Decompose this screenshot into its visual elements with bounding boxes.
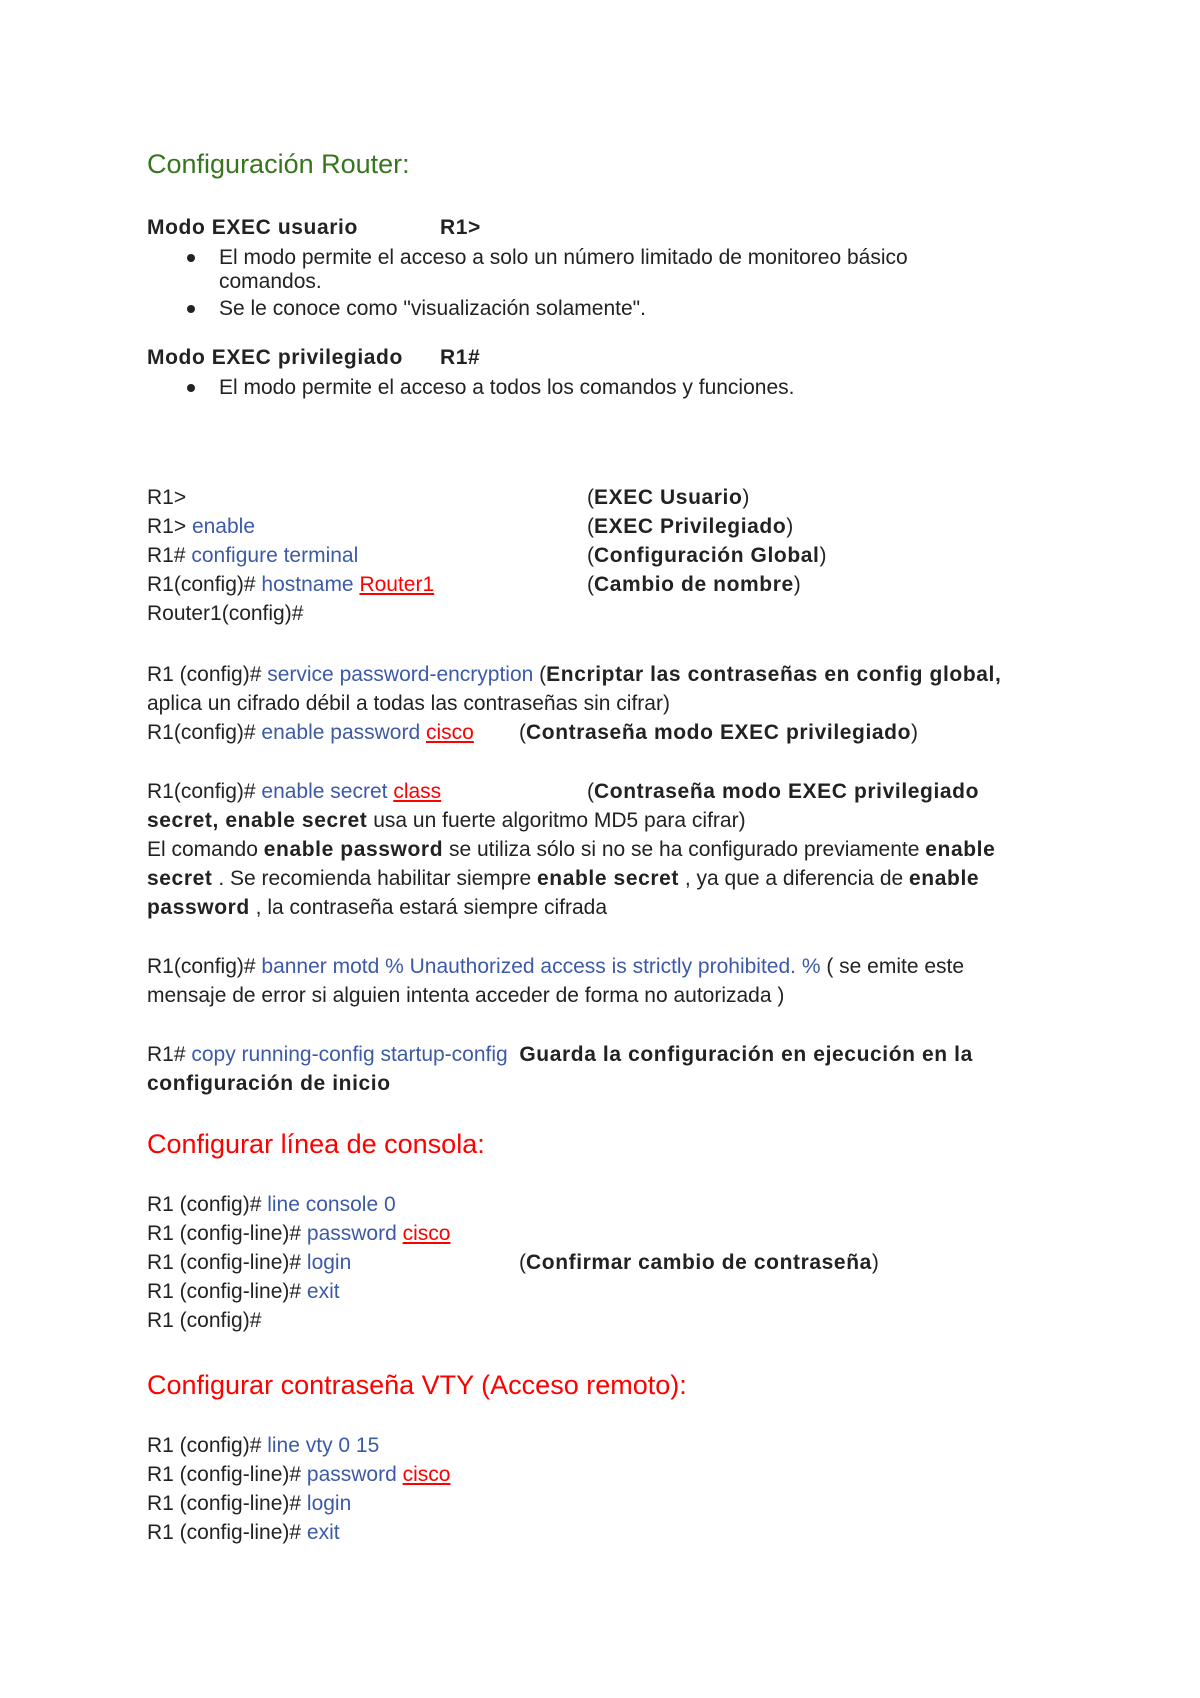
section-heading-vty: Configurar contraseña VTY (Acceso remoto): <box>147 1370 687 1400</box>
text-bold: enable password <box>263 838 444 861</box>
command-text: enable password <box>261 721 426 744</box>
note-text: usa un fuerte algoritmo MD5 para cifrar) <box>367 809 746 832</box>
exec-user-prompt <box>440 213 481 242</box>
command-line <box>147 570 434 599</box>
command-line-service <box>147 660 1001 689</box>
command-line <box>147 1219 450 1248</box>
command-prompt: R1# <box>147 1043 192 1066</box>
command-line <box>147 483 186 512</box>
text: . Se recomienda habilitar siempre <box>212 867 537 890</box>
command-prompt: R1 (config-line)# <box>147 1492 307 1515</box>
list-item-continuation <box>147 267 322 296</box>
command-note-wrap: (Confirmar cambio de contraseña) <box>519 1251 879 1274</box>
page-title: Configuración Router: <box>147 149 410 179</box>
command-prompt: R1(config)# <box>147 780 262 803</box>
command-text: hostname <box>261 573 360 596</box>
command-argument: cisco <box>402 1222 451 1245</box>
list-item-text: El modo permite el acceso a todos los comandos y funciones. <box>219 376 795 399</box>
command-prompt: R1(config)# <box>147 721 262 744</box>
command-note: Contraseña modo EXEC privilegiado <box>594 780 980 803</box>
bullet-icon <box>187 305 195 313</box>
command-line-enable-secret <box>147 777 441 806</box>
command-prompt: R1 (config)# <box>147 1309 262 1332</box>
command-text: login <box>306 1251 352 1274</box>
paragraph-line <box>147 864 979 893</box>
text-bold: enable <box>909 867 980 890</box>
command-note-continuation: mensaje de error si alguien intenta acceder de forma no autorizada ) <box>147 984 785 1007</box>
command-prompt: R1 (config)# <box>147 663 268 686</box>
command-line <box>147 1306 261 1335</box>
command-line <box>147 1431 379 1460</box>
paragraph-line <box>147 835 995 864</box>
exec-priv-prompt-text: R1# <box>440 346 481 369</box>
command-prompt: R1 (config)# <box>147 1434 268 1457</box>
command-prompt: R1(config)# <box>147 573 262 596</box>
command-prompt: R1> <box>147 515 192 538</box>
command-line-copy <box>147 1040 973 1069</box>
exec-priv-label: Modo EXEC privilegiado <box>147 346 403 369</box>
command-note: Cambio de nombre <box>594 573 794 596</box>
command-text: login <box>306 1492 352 1515</box>
command-note-wrap: (EXEC Usuario) <box>587 486 750 509</box>
command-line <box>147 512 255 541</box>
list-item <box>147 373 794 402</box>
bullet-icon <box>187 384 195 392</box>
command-note-wrap: (Contraseña modo EXEC privilegiado) <box>519 721 919 744</box>
command-prompt: R1 (config)# <box>147 1193 268 1216</box>
list-item-text: comandos. <box>219 270 322 293</box>
text: El comando <box>147 838 264 861</box>
exec-user-prompt-text: R1> <box>440 216 481 239</box>
command-text: password <box>306 1222 403 1245</box>
command-note-wrap: (EXEC Privilegiado) <box>587 515 794 538</box>
command-text: exit <box>306 1521 340 1544</box>
command-argument: Router1 <box>359 573 435 596</box>
note-open: ( <box>533 663 547 686</box>
command-line <box>147 1277 340 1306</box>
command-line <box>147 1190 396 1219</box>
command-line <box>147 1248 351 1277</box>
command-text: enable secret <box>261 780 394 803</box>
command-line <box>147 1518 340 1547</box>
command-text: line console 0 <box>267 1193 396 1216</box>
command-text: exit <box>306 1280 340 1303</box>
command-note: configuración de inicio <box>147 1072 391 1095</box>
command-note: Confirmar cambio de contraseña <box>526 1251 872 1274</box>
exec-priv-heading <box>147 343 403 372</box>
command-note-continuation <box>147 1069 391 1098</box>
command-line <box>147 1489 351 1518</box>
list-item-text: El modo permite el acceso a solo un número limitado de monitoreo básico <box>219 246 908 269</box>
command-argument: cisco <box>426 721 474 744</box>
list-item-text: Se le conoce como "visualización solamente". <box>219 297 646 320</box>
exec-priv-prompt <box>440 343 480 372</box>
command-prompt: R1 (config-line)# <box>147 1222 307 1245</box>
command-note-continuation: aplica un cifrado débil a todas las contraseñas sin cifrar) <box>147 692 670 715</box>
command-text: banner motd % Unauthorized access is strictly prohibited. % <box>261 955 821 978</box>
command-note-wrap: (Contraseña modo EXEC privilegiado <box>587 780 980 803</box>
command-text: configure terminal <box>191 544 359 567</box>
command-note: Configuración Global <box>594 544 820 567</box>
command-note: ( se emite este <box>820 955 965 978</box>
command-note: Encriptar las contraseñas en config global, <box>546 663 1002 686</box>
bullet-icon <box>187 254 195 262</box>
command-prompt: R1 (config-line)# <box>147 1251 307 1274</box>
command-text: copy running-config startup-config <box>191 1043 508 1066</box>
command-line <box>147 541 358 570</box>
exec-user-heading <box>147 213 358 242</box>
command-text: line vty 0 15 <box>267 1434 380 1457</box>
paragraph-line <box>147 893 607 922</box>
text: se utiliza sólo si no se ha configurado previamente <box>443 838 926 861</box>
command-prompt: R1 (config-line)# <box>147 1463 307 1486</box>
command-note: Guarda la configuración en ejecución en la <box>519 1043 973 1066</box>
section-heading-console: Configurar línea de consola: <box>147 1129 485 1159</box>
command-note: EXEC Privilegiado <box>594 515 787 538</box>
text-bold: enable secret <box>536 867 680 890</box>
command-note-wrap: (Cambio de nombre) <box>587 573 801 596</box>
text-bold: enable <box>925 838 996 861</box>
text-bold: password <box>147 896 250 919</box>
command-line-banner <box>147 952 964 981</box>
command-note: Contraseña modo EXEC privilegiado <box>526 721 912 744</box>
command-text: enable <box>191 515 256 538</box>
exec-user-label: Modo EXEC usuario <box>147 216 358 239</box>
text-bold: secret <box>147 867 213 890</box>
command-note-continuation <box>147 806 746 835</box>
command-prompt: Router1(config)# <box>147 602 304 625</box>
note-bold: secret, enable secret <box>147 809 368 832</box>
command-prompt: R1(config)# <box>147 955 262 978</box>
command-prompt: R1 (config-line)# <box>147 1280 307 1303</box>
command-text: service password-encryption <box>267 663 534 686</box>
command-note-wrap: (Configuración Global) <box>587 544 827 567</box>
text: , ya que a diferencia de <box>679 867 910 890</box>
command-line-enable-password <box>147 718 474 747</box>
list-item <box>147 294 646 323</box>
text: , la contraseña estará siempre cifrada <box>249 896 608 919</box>
command-line <box>147 599 303 628</box>
command-line <box>147 1460 450 1489</box>
command-prompt: R1# <box>147 544 192 567</box>
command-argument: cisco <box>402 1463 451 1486</box>
command-note: EXEC Usuario <box>594 486 743 509</box>
command-argument: class <box>393 780 442 803</box>
command-prompt: R1 (config-line)# <box>147 1521 307 1544</box>
command-prompt: R1> <box>147 486 187 509</box>
command-text: password <box>306 1463 403 1486</box>
